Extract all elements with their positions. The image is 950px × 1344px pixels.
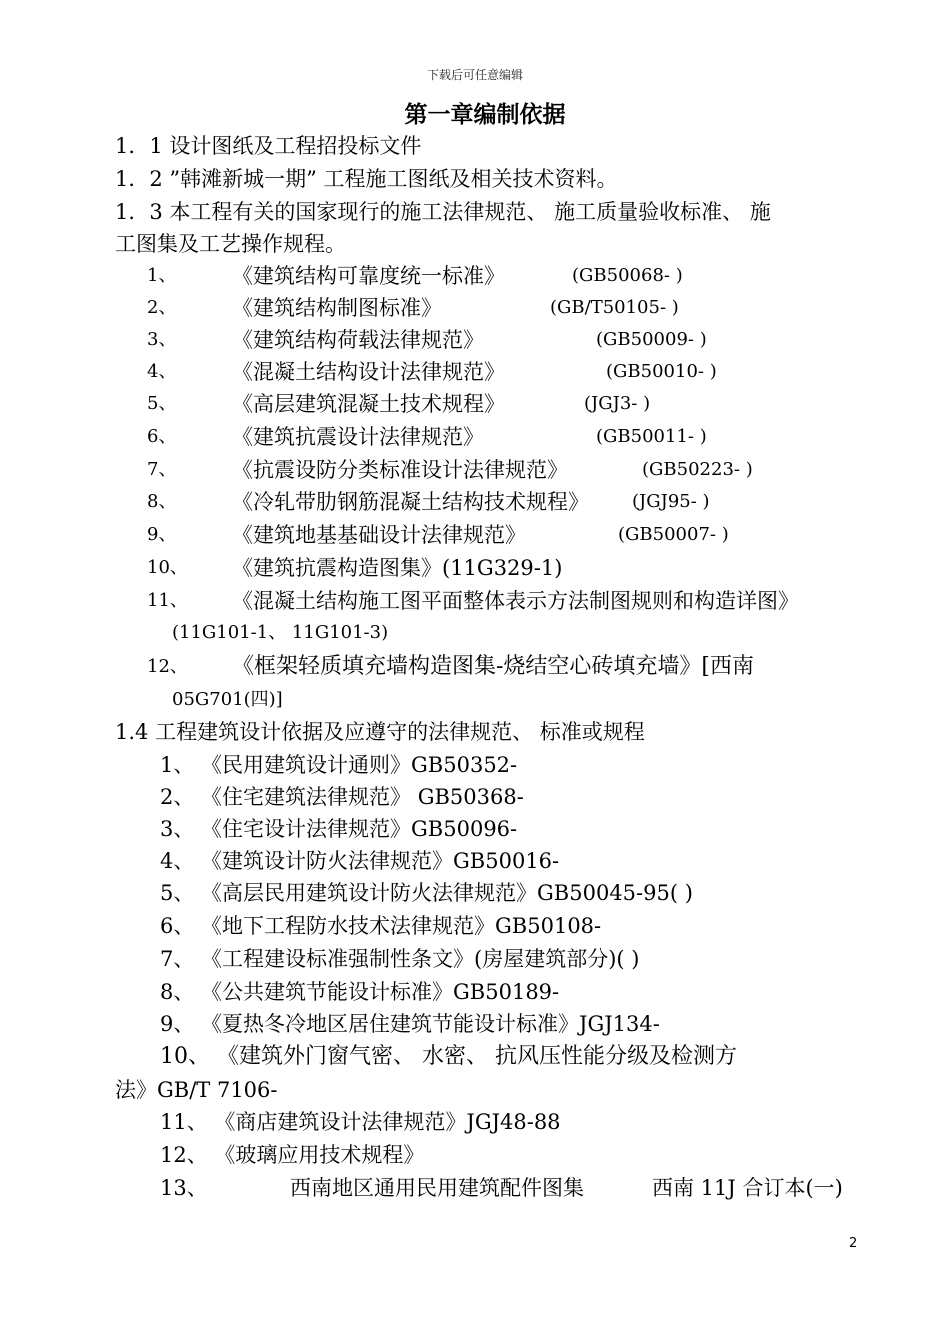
list-item-code: (GB50009- ) [596,329,707,350]
list-item-num: 9、 [147,524,177,545]
list-item-code: (GB/T50105- ) [550,297,679,318]
list-item: 2、 《住宅建筑法律规范》 GB50368- [160,785,524,809]
list-item: 5、 《高层民用建筑设计防火法律规范》GB50045-95( ) [160,881,693,905]
list-item-code: (JGJ95- ) [632,491,710,512]
list-item-name: 《混凝土结构施工图平面整体表示方法制图规则和构造详图》 [232,589,799,613]
list-item: 3、 《住宅设计法律规范》GB50096- [160,817,518,841]
section-1-3-line1: 1．3 本工程有关的国家现行的施工法律规范、 施工质量验收标准、 施 [115,200,771,224]
list-item-code: (GB50223- ) [642,459,753,480]
list-item-name: 《建筑结构荷载法律规范》 [232,328,484,352]
section-1-4-title: 1.4 工程建筑设计依据及应遵守的法律规范、 标准或规程 [115,720,645,744]
list-item-name: 《混凝土结构设计法律规范》 [232,360,505,384]
list-item: 12、 《玻璃应用技术规程》 [160,1143,425,1167]
list-item-name: 《冷轧带肋钢筋混凝土结构技术规程》 [232,490,589,514]
section-1-2: 1．2 ”韩滩新城一期” 工程施工图纸及相关技术资料。 [115,167,618,191]
section-1-1: 1．1 设计图纸及工程招投标文件 [115,134,422,158]
list-item-continued: 法》GB/T 7106- [115,1078,278,1102]
list-item-name: 西南地区通用民用建筑配件图集 [290,1176,584,1200]
list-item-name: 《框架轻质填充墙构造图集-烧结空心砖填充墙》[西南 [232,654,755,679]
list-item: 11、 《商店建筑设计法律规范》JGJ48-88 [160,1110,561,1134]
list-item-num: 7、 [147,459,177,480]
list-item-name: 《建筑抗震设计法律规范》 [232,425,484,449]
list-item-num: 10、 [147,557,188,578]
list-item-num: 13、 [160,1176,208,1200]
list-item-code: 西南 11J 合订本(一) [652,1176,843,1200]
list-item-num: 12、 [147,656,188,677]
list-item: 10、 《建筑外门窗气密、 水密、 抗风压性能分级及检测方 [160,1044,737,1069]
list-item-num: 3、 [147,329,177,350]
chapter-title: 第一章编制依据 [404,102,566,128]
list-item-code: (11G101-1、 11G101-3) [172,622,389,643]
page-header-note: 下载后可任意编辑 [426,68,523,82]
list-item-code: (GB50010- ) [606,361,717,382]
list-item-name: 《抗震设防分类标准设计法律规范》 [232,458,568,482]
list-item-num: 4、 [147,361,177,382]
list-item-num: 11、 [147,590,188,611]
list-item-code: 05G701(四)] [172,689,283,710]
list-item: 6、 《地下工程防水技术法律规范》GB50108- [160,914,602,938]
section-1-3-line2: 工图集及工艺操作规程。 [115,232,346,256]
list-item-num: 5、 [147,393,177,414]
list-item: 7、 《工程建设标准强制性条文》(房屋建筑部分)( ) [160,947,640,971]
list-item-code: (JGJ3- ) [584,393,651,414]
list-item: 4、 《建筑设计防火法律规范》GB50016- [160,849,560,873]
list-item-name: 《建筑地基基础设计法律规范》 [232,523,526,547]
list-item-code: (GB50011- ) [596,426,707,447]
list-item-name: 《高层建筑混凝土技术规程》 [232,392,505,416]
list-item-num: 8、 [147,491,177,512]
list-item-name: 《建筑结构制图标准》 [232,296,442,320]
list-item-name: 《建筑结构可靠度统一标准》 [232,264,505,288]
list-item-num: 2、 [147,297,177,318]
list-item-code: (GB50068- ) [572,265,683,286]
page-number: 2 [849,1236,858,1251]
list-item: 9、 《夏热冬冷地区居住建筑节能设计标准》JGJ134- [160,1012,660,1036]
list-item-num: 6、 [147,426,177,447]
list-item-name: 《建筑抗震构造图集》(11G329-1) [232,556,563,580]
list-item-code: (GB50007- ) [618,524,729,545]
list-item: 1、 《民用建筑设计通则》GB50352- [160,753,518,777]
list-item-num: 1、 [147,265,177,286]
list-item: 8、 《公共建筑节能设计标准》GB50189- [160,980,560,1004]
